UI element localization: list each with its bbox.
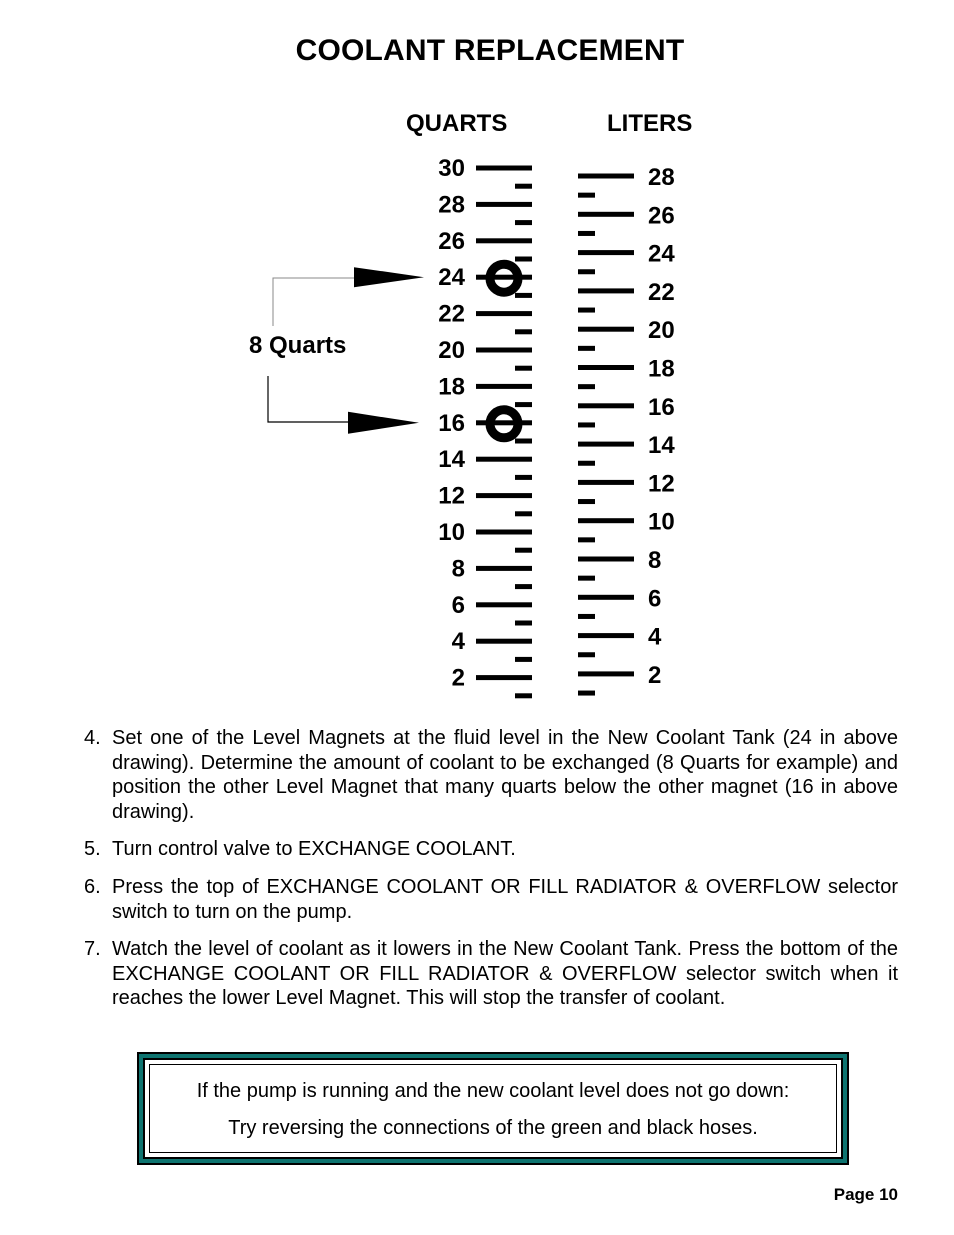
page-number: Page 10 (833, 1185, 898, 1204)
liters-minor-tick (578, 231, 595, 236)
liters-major-tick (578, 480, 634, 485)
quarts-minor-tick (515, 621, 532, 626)
liters-major-tick (578, 212, 634, 217)
liters-tick-label: 24 (648, 240, 675, 268)
liters-tick-label: 12 (648, 470, 675, 498)
quarts-tick-label: 26 (438, 227, 465, 255)
liters-minor-tick (578, 691, 595, 696)
quarts-minor-tick (515, 220, 532, 225)
liters-minor-tick (578, 193, 595, 198)
quarts-tick-label: 22 (438, 300, 465, 328)
quarts-major-tick (476, 493, 532, 498)
tip-box-inner (143, 1058, 843, 1159)
quarts-minor-tick (515, 693, 532, 698)
step-text: Watch the level of coolant as it lowers in the New Coolant Tank. Press the bottom of the EXCHANGE COOLANT OR FILL RADIATOR & OVERFLOW selector switch when it reaches the lower Level Magnet. This will stop the transfer of coolant. (112, 938, 898, 1010)
quarts-major-tick (476, 530, 532, 535)
quarts-minor-tick (515, 366, 532, 371)
tip-line-2: Try reversing the connections of the green and black hoses. (228, 1117, 758, 1139)
liters-tick-label: 28 (648, 164, 675, 191)
quarts-minor-tick (515, 184, 532, 189)
liters-tick-label: 8 (648, 547, 662, 574)
liters-major-tick (578, 442, 634, 447)
quarts-minor-tick (515, 511, 532, 516)
step-number: 6. (84, 875, 101, 898)
quarts-major-tick (476, 202, 532, 207)
liters-minor-tick (578, 346, 595, 351)
liters-tick-label: 26 (648, 202, 675, 230)
quarts-tick-label: 2 (451, 664, 465, 692)
quarts-minor-tick (515, 657, 532, 662)
liters-tick-label: 4 (648, 623, 662, 651)
quarts-tick-label: 6 (451, 591, 465, 619)
liters-major-tick (578, 633, 634, 638)
quarts-major-tick (476, 348, 532, 353)
quarts-heading: QUARTS (406, 110, 508, 137)
quarts-minor-tick (515, 439, 532, 444)
quarts-major-tick (476, 275, 532, 280)
quarts-major-tick (476, 639, 532, 644)
quarts-minor-tick (515, 548, 532, 553)
step-number: 5. (84, 838, 101, 861)
quarts-minor-tick (515, 402, 532, 407)
quarts-major-tick (476, 675, 532, 680)
quarts-minor-tick (515, 584, 532, 589)
liters-minor-tick (578, 384, 595, 389)
arrow-upper-icon (354, 267, 424, 287)
quarts-tick-label: 10 (438, 519, 465, 546)
liters-major-tick (578, 518, 634, 523)
liters-tick-label: 2 (648, 661, 662, 689)
arrow-lower-icon (348, 412, 419, 434)
quarts-minor-tick (515, 475, 532, 480)
step-item (84, 937, 898, 1011)
liters-tick-label: 18 (648, 355, 675, 383)
quarts-major-tick (476, 384, 532, 389)
step-item (84, 726, 898, 824)
liters-minor-tick (578, 308, 595, 313)
instruction-steps (84, 726, 898, 1024)
liters-major-tick (578, 403, 634, 408)
quarts-major-tick (476, 602, 532, 607)
quarts-tick-label: 4 (451, 628, 465, 656)
liters-minor-tick (578, 537, 595, 542)
liters-minor-tick (578, 499, 595, 504)
liters-minor-tick (578, 269, 595, 274)
tip-line-1: If the pump is running and the new coolant level does not go down: (196, 1080, 790, 1102)
quarts-tick-label: 18 (438, 373, 465, 401)
step-text: Turn control valve to EXCHANGE COOLANT. (112, 838, 516, 861)
liters-tick-label: 20 (648, 317, 675, 345)
step-item (84, 875, 898, 924)
liters-tick-label: 22 (648, 278, 675, 306)
step-number: 4. (84, 727, 101, 749)
liters-tick-label: 6 (648, 585, 662, 613)
quarts-minor-tick (515, 257, 532, 262)
quarts-major-tick (476, 566, 532, 571)
liters-tick-label: 14 (648, 432, 675, 460)
liters-minor-tick (578, 614, 595, 619)
quarts-major-tick (476, 238, 532, 243)
quarts-major-tick (476, 420, 532, 425)
liters-major-tick (578, 365, 634, 370)
tip-box (137, 1052, 849, 1165)
quarts-tick-label: 20 (438, 337, 465, 364)
quarts-major-tick (476, 457, 532, 462)
step-item (84, 837, 898, 862)
callout-bracket-lower (268, 376, 355, 422)
step-text: Press the top of EXCHANGE COOLANT OR FILL RADIATOR & OVERFLOW selector switch to turn on the pump. (112, 875, 898, 923)
liters-major-tick (578, 557, 634, 562)
liters-major-tick (578, 250, 634, 255)
quarts-major-tick (476, 311, 532, 316)
quarts-tick-label: 8 (451, 555, 465, 583)
step-text: Set one of the Level Magnets at the fluid level in the New Coolant Tank (24 in above drawing). Determine the amount of coolant to be exchanged (8 Quarts for example) and position the other Level Magnet that many quarts below the other magnet (16 in above drawing). (112, 727, 898, 823)
quarts-minor-tick (515, 329, 532, 334)
page-title: COOLANT REPLACEMENT (295, 34, 685, 67)
liters-minor-tick (578, 422, 595, 427)
liters-major-tick (578, 595, 634, 600)
liters-major-tick (578, 671, 634, 676)
callout-bracket-upper (273, 278, 360, 326)
liters-major-tick (578, 174, 634, 179)
liters-heading: LITERS (607, 110, 693, 137)
quarts-tick-label: 16 (438, 409, 465, 437)
quarts-tick-label: 24 (438, 264, 465, 292)
quarts-minor-tick (515, 293, 532, 298)
quarts-tick-label: 12 (438, 482, 465, 510)
liters-minor-tick (578, 576, 595, 581)
liters-major-tick (578, 327, 634, 332)
liters-tick-label: 10 (648, 508, 675, 536)
quarts-major-tick (476, 166, 532, 171)
quarts-tick-label: 30 (438, 155, 465, 182)
liters-minor-tick (578, 461, 595, 466)
liters-major-tick (578, 288, 634, 293)
callout-label: 8 Quarts (249, 332, 347, 359)
quarts-tick-label: 28 (438, 191, 465, 219)
liters-tick-label: 16 (648, 393, 675, 421)
step-number: 7. (84, 938, 101, 961)
quarts-tick-label: 14 (438, 446, 465, 474)
liters-minor-tick (578, 652, 595, 657)
